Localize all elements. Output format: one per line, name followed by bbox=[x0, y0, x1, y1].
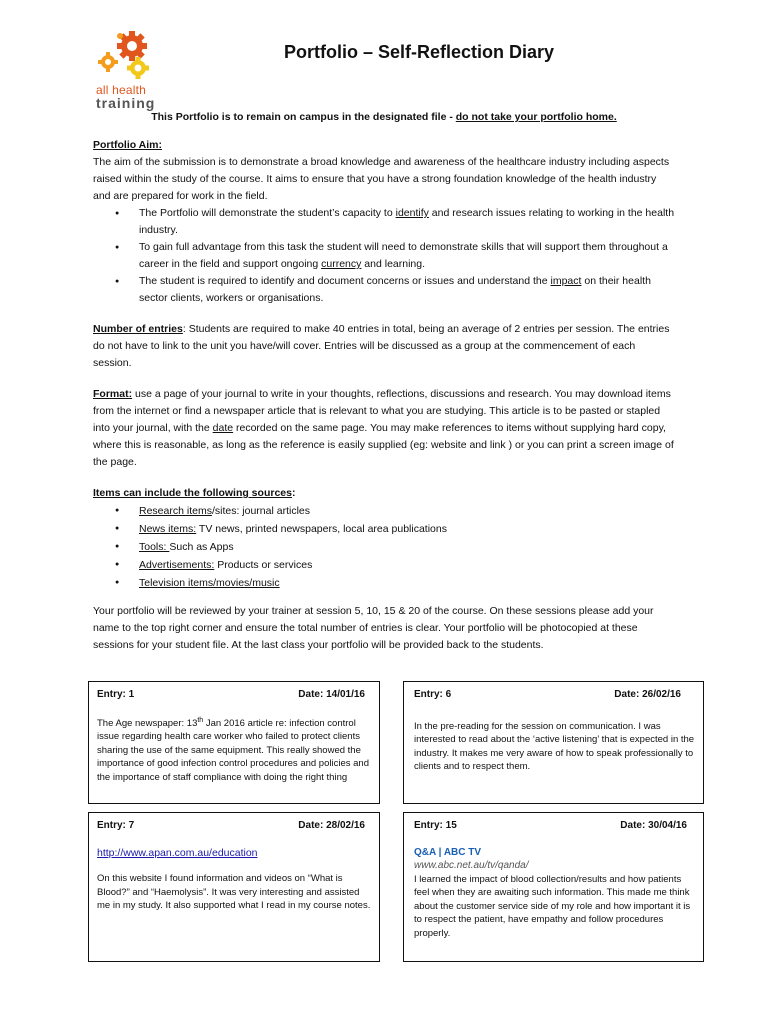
logo-text-line2: training bbox=[96, 95, 156, 111]
document-body bbox=[93, 137, 675, 654]
format-heading: Format: bbox=[93, 388, 133, 400]
notice bbox=[0, 111, 768, 123]
format-paragraph: Format: use a page of your journal to write in your thoughts, reflections, discussions and research. You may download items from the internet or find a newspaper article that is relevant to what you are studying. This article is to be pasted or stapled into your journal, with the date recorded on the same page. You may make references to items without supplying hard copy, where this is reasonable, as long as the reference is easily supplied (eg: website and link ) or you can print a screen image of the page. bbox=[93, 388, 674, 468]
page-title: Portfolio – Self-Reflection Diary bbox=[284, 42, 555, 62]
entry-link[interactable]: http://www.apan.com.au/education bbox=[97, 846, 258, 859]
aim-bullets bbox=[93, 205, 675, 307]
source-item: ● Television items/movies/music bbox=[93, 574, 675, 592]
entry-text: I learned the impact of blood collection/results and how patients feel when they are awaiting such information. This made me think about the customer service side of my role and how important it is to respect the patient, have empathy and follow procedures properly. bbox=[414, 873, 691, 939]
entry-number: Entry: 7 bbox=[97, 820, 135, 831]
source-item: ● Advertisements: Products or services bbox=[93, 556, 675, 574]
entry-date: Date: 30/04/16 bbox=[620, 820, 687, 831]
source-item: ● Research items/sites: journal articles bbox=[93, 502, 675, 520]
entry-source-link[interactable]: Q&A | ABC TV bbox=[414, 846, 482, 858]
entry-date: Date: 26/02/16 bbox=[614, 689, 681, 700]
aim-bullet: ● The Portfolio will demonstrate the student’s capacity to identify and research issues relating to working in the health industry. bbox=[93, 205, 675, 239]
logo-text-line1: all health bbox=[96, 83, 147, 97]
sources-list bbox=[93, 502, 675, 592]
entry-box-1 bbox=[88, 681, 380, 804]
gears-icon bbox=[94, 28, 174, 88]
entry-text: In the pre-reading for the session on communication. I was interested to read about the ‘active listening’ that is expected in the industry. It makes me very aware of how to speak professionally to clients and to respect them. bbox=[414, 720, 695, 772]
notice-warning: do not take your portfolio home. bbox=[455, 111, 617, 123]
aim-heading: Portfolio Aim: bbox=[93, 139, 163, 151]
entry-number: Entry: 1 bbox=[97, 689, 135, 700]
entry-date: Date: 14/01/16 bbox=[298, 689, 365, 700]
entries-paragraph: Number of entries: Students are required to make 40 entries in total, being an average of 2 entries per session. The entries do not have to link to the unit you have/will cover. Entries will be discussed as a group at the commencement of each session. bbox=[93, 323, 670, 369]
entry-text: The Age newspaper: 13th Jan 2016 article re: infection control issue regarding health care worker who failed to protect clients sharing the use of the same equipment. This really showed the importance of good infection control procedures and policies and the importance of staff compliance with doing the right thing bbox=[97, 716, 369, 783]
review-paragraph: Your portfolio will be reviewed by your trainer at session 5, 10, 15 & 20 of the course. On these sessions please add your name to the top right corner and ensure the total number of entries is clear. Your portfolio will be photocopied at these sessions for your student file. At the last class your portfolio will be provided back to the students. bbox=[93, 605, 654, 651]
source-item: ● News items: TV news, printed newspapers, local area publications bbox=[93, 520, 675, 538]
notice-text: This Portfolio is to remain on campus in the designated file - bbox=[151, 111, 456, 123]
entry-number: Entry: 15 bbox=[414, 820, 457, 831]
entry-text: On this website I found information and videos on “What is Blood?” and “Haemolysis”. It was very interesting and assisted me in my study. It also supported what I read in my course notes. bbox=[97, 873, 371, 911]
entry-source-url: www.abc.net.au/tv/qanda/ bbox=[414, 860, 529, 871]
entries-heading: Number of entries bbox=[93, 323, 183, 335]
sources-heading: Items can include the following sources: bbox=[93, 487, 296, 499]
entry-box-7 bbox=[88, 812, 380, 962]
source-item: ● Tools: Such as Apps bbox=[93, 538, 675, 556]
aim-text: The aim of the submission is to demonstrate a broad knowledge and awareness of the healthcare industry including aspects raised within the study of the course. It aims to ensure that you have a strong foundation knowledge of the health industry and are prepared for work in the field. bbox=[93, 156, 670, 202]
aim-bullet: ● The student is required to identify and document concerns or issues and understand the impact on their health sector clients, workers or organisations. bbox=[93, 273, 675, 307]
entry-date: Date: 28/02/16 bbox=[298, 820, 365, 831]
entry-box-15 bbox=[403, 812, 704, 962]
aim-bullet: ● To gain full advantage from this task the student will need to demonstrate skills that will support them throughout a career in the field and support ongoing currency and learning. bbox=[93, 239, 675, 273]
entry-number: Entry: 6 bbox=[414, 689, 452, 700]
entry-box-6 bbox=[403, 681, 704, 804]
